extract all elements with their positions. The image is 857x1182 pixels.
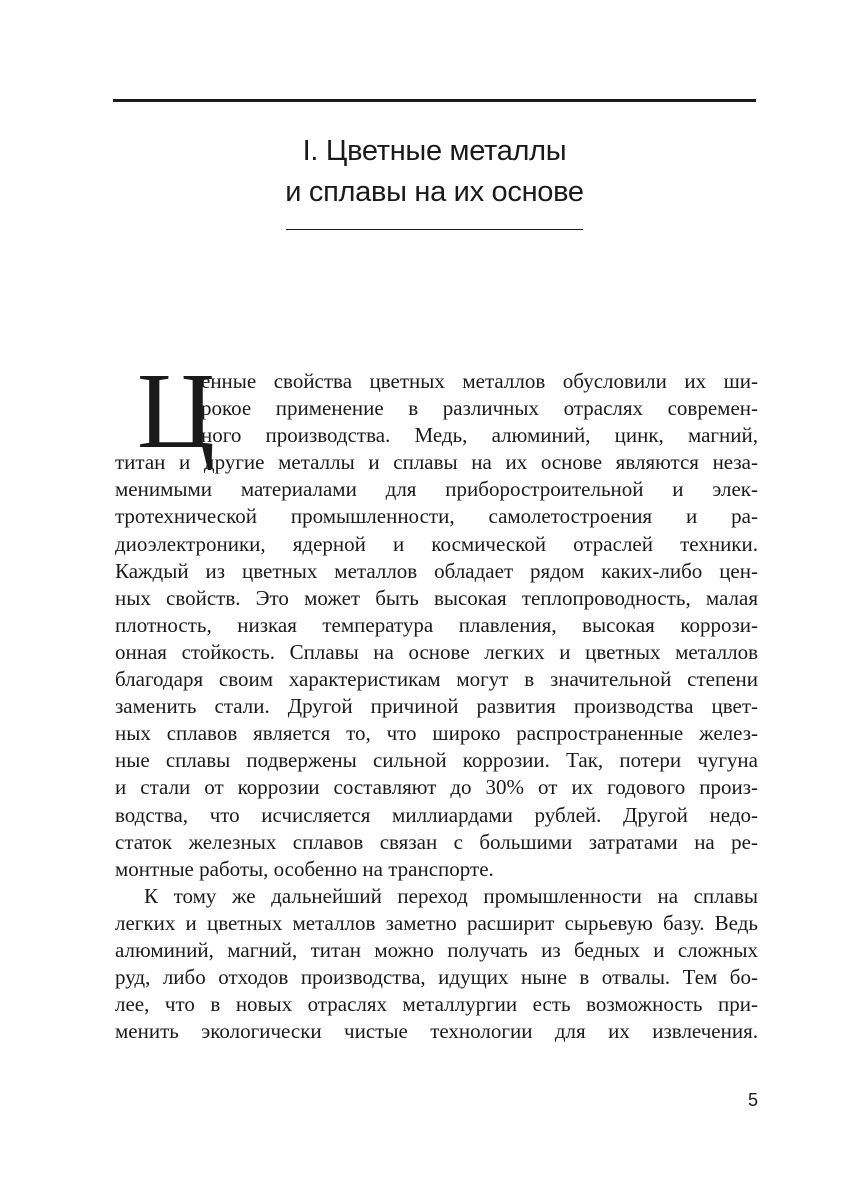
text-line: ных сплавов является то, что широко распространенные желез- [115, 721, 758, 746]
text-line: плотность, низкая температура плавления, высокая коррози- [115, 612, 758, 637]
text-line: ные сплавы подвержены сильной коррозии. Так, потери чугуна [115, 748, 758, 773]
text-line: руд, либо отходов производства, идущих ныне в отвалы. Тем бо- [115, 965, 758, 990]
text-line: благодаря своим характеристикам могут в значительной степени [115, 667, 758, 692]
text-line: алюминий, магний, титан можно получать из бедных и сложных [115, 937, 758, 962]
paragraph-1 [115, 368, 758, 883]
text-line: рокое применение в различных отраслях современ- [201, 396, 758, 421]
top-rule [113, 99, 756, 102]
text-line: статок железных сплавов связан с большими затратами на ре- [115, 829, 758, 854]
text-line: титан и другие металлы и сплавы на их основе являются неза- [115, 450, 758, 475]
text-line: менить экологически чистые технологии для их извлечения. [115, 1019, 758, 1044]
text-line: заменить стали. Другой причиной развития производства цвет- [115, 694, 758, 719]
text-line: легких и цветных металлов заметно расширит сырьевую базу. Ведь [115, 910, 758, 935]
drop-cap: Ц [137, 352, 215, 471]
chapter-title-line-2: и сплавы на их основе [285, 176, 584, 208]
chapter-title-line-1: I. Цветные металлы [302, 135, 567, 167]
text-line: енные свойства цветных металлов обусловили их ши- [201, 369, 758, 393]
text-line: ных свойств. Это может быть высокая теплопроводность, малая [115, 585, 758, 610]
text-line: менимыми материалами для приборостроительной и элек- [115, 477, 758, 502]
text-line: лее, что в новых отраслях металлургии есть возможность при- [115, 992, 758, 1017]
text-line: онная стойкость. Сплавы на основе легких и цветных металлов [115, 639, 758, 664]
text-line: водства, что исчисляется миллиардами рублей. Другой недо- [115, 802, 758, 827]
text-line: К тому же дальнейший переход промышленности на сплавы [144, 883, 758, 908]
text-line: монтные работы, особенно на транспорте. [115, 856, 494, 881]
text-line: ного производства. Медь, алюминий, цинк, магний, [201, 423, 758, 448]
text-line: Каждый из цветных металлов обладает рядом каких-либо цен- [115, 558, 758, 583]
page-number: 5 [747, 1090, 758, 1110]
text-line: тротехнической промышленности, самолетостроения и ра- [115, 504, 758, 529]
text-line: и стали от коррозии составляют до 30% от их годового произ- [115, 775, 758, 800]
text-line: диоэлектроники, ядерной и космической отраслей техники. [115, 531, 758, 556]
title-underline [286, 229, 583, 230]
chapter-title [113, 131, 756, 213]
paragraph-2 [115, 883, 758, 1046]
body-text [115, 368, 758, 1045]
